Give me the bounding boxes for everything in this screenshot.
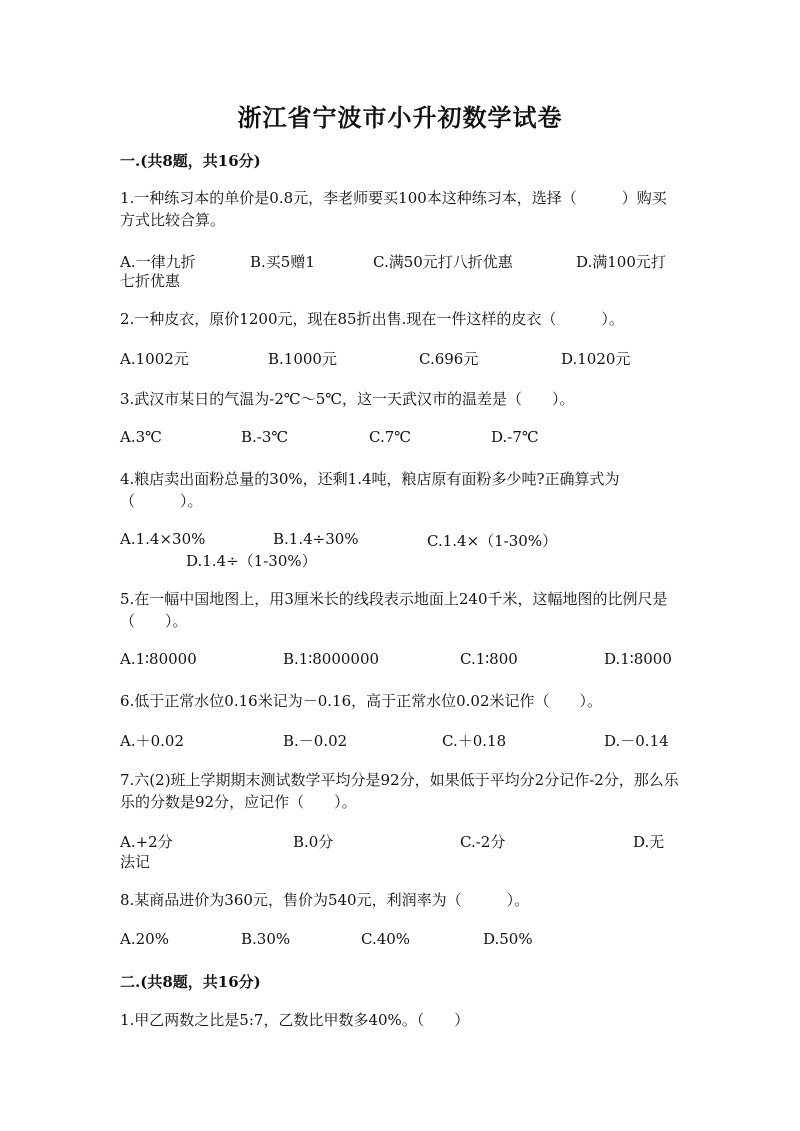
option-d-continuation: 七折优惠 — [120, 272, 181, 290]
question-1-options — [120, 251, 680, 273]
question-4: 4.粮店卖出面粉总量的30%，还剩1.4吨，粮店原有面粉多少吨?正确算式为（ ）。 — [120, 470, 620, 510]
option-b[interactable]: B.－0.02 — [283, 732, 348, 750]
option-a[interactable]: A.1.4×30% — [120, 530, 206, 548]
option-d[interactable]: D.50% — [483, 930, 533, 948]
option-d[interactable]: D.-7℃ — [491, 428, 539, 446]
option-a[interactable]: A.+2分 — [120, 833, 173, 851]
question-2-1: 1.甲乙两数之比是5:7，乙数比甲数多40%。（ ） — [120, 1011, 470, 1029]
option-d-continuation: 法记 — [120, 853, 151, 871]
question-1: 1.一种练习本的单价是0.8元，李老师要买100本这种练习本，选择（ ）购买方式比较合算。 — [120, 189, 667, 229]
question-2-options — [120, 348, 680, 370]
question-5-options — [120, 650, 680, 672]
option-a[interactable]: A.1002元 — [120, 350, 189, 368]
option-c[interactable]: C.＋0.18 — [442, 732, 507, 750]
option-d[interactable]: D.－0.14 — [604, 732, 669, 750]
question-8: 8.某商品进价为360元，售价为540元，利润率为（ ）。 — [120, 891, 530, 909]
option-c[interactable]: C.满50元打八折优惠 — [373, 253, 513, 271]
option-c[interactable]: C.696元 — [419, 350, 479, 368]
question-3: 3.武汉市某日的气温为-2℃～5℃，这一天武汉市的温差是（ ）。 — [120, 390, 575, 408]
option-b[interactable]: B.1.4÷30% — [273, 530, 359, 548]
question-6-options — [120, 730, 680, 752]
option-a[interactable]: A.3℃ — [120, 428, 162, 446]
option-d[interactable]: D.1.4÷（1-30%） — [186, 552, 317, 570]
option-d[interactable]: D.满100元打 — [576, 253, 666, 271]
option-a[interactable]: A.一律九折 — [120, 253, 196, 271]
option-c[interactable]: C.-2分 — [460, 833, 506, 851]
option-d[interactable]: D.1020元 — [561, 350, 631, 368]
option-b[interactable]: B.-3℃ — [241, 428, 289, 446]
question-2: 2.一种皮衣，原价1200元，现在85折出售.现在一件这样的皮衣（ ）。 — [120, 310, 624, 328]
option-c[interactable]: C.1.4×（1-30%） — [427, 532, 558, 550]
question-4-options — [120, 530, 680, 552]
question-5: 5.在一幅中国地图上，用3厘米长的线段表示地面上240千米，这幅地图的比例尺是（ ）。 — [120, 590, 668, 630]
option-d[interactable]: D.1∶8000 — [604, 650, 672, 668]
option-c[interactable]: C.7℃ — [369, 428, 412, 446]
option-c[interactable]: C.1∶800 — [460, 650, 518, 668]
option-d[interactable]: D.无 — [633, 833, 665, 851]
question-6: 6.低于正常水位0.16米记为－0.16，高于正常水位0.02米记作（ ）。 — [120, 692, 603, 710]
page-title: 浙江省宁波市小升初数学试卷 — [237, 103, 563, 132]
question-7-options — [120, 831, 680, 853]
question-8-options — [120, 930, 680, 952]
option-a[interactable]: A.1∶80000 — [120, 650, 197, 668]
option-c[interactable]: C.40% — [361, 930, 411, 948]
option-b[interactable]: B.1∶8000000 — [283, 650, 380, 668]
section-heading-1: 一.(共8题，共16分) — [120, 152, 261, 170]
option-b[interactable]: B.30% — [241, 930, 291, 948]
option-b[interactable]: B.买5赠1 — [250, 253, 315, 271]
option-a[interactable]: A.＋0.02 — [120, 732, 184, 750]
section-heading-2: 二.(共8题，共16分) — [120, 973, 261, 991]
option-b[interactable]: B.1000元 — [268, 350, 337, 368]
question-7: 7.六(2)班上学期期末测试数学平均分是92分，如果低于平均分2分记作-2分，那么乐乐的分数是92分，应记作（ ）。 — [120, 771, 679, 811]
option-b[interactable]: B.0分 — [293, 833, 334, 851]
question-3-options — [120, 428, 680, 450]
option-a[interactable]: A.20% — [120, 930, 169, 948]
